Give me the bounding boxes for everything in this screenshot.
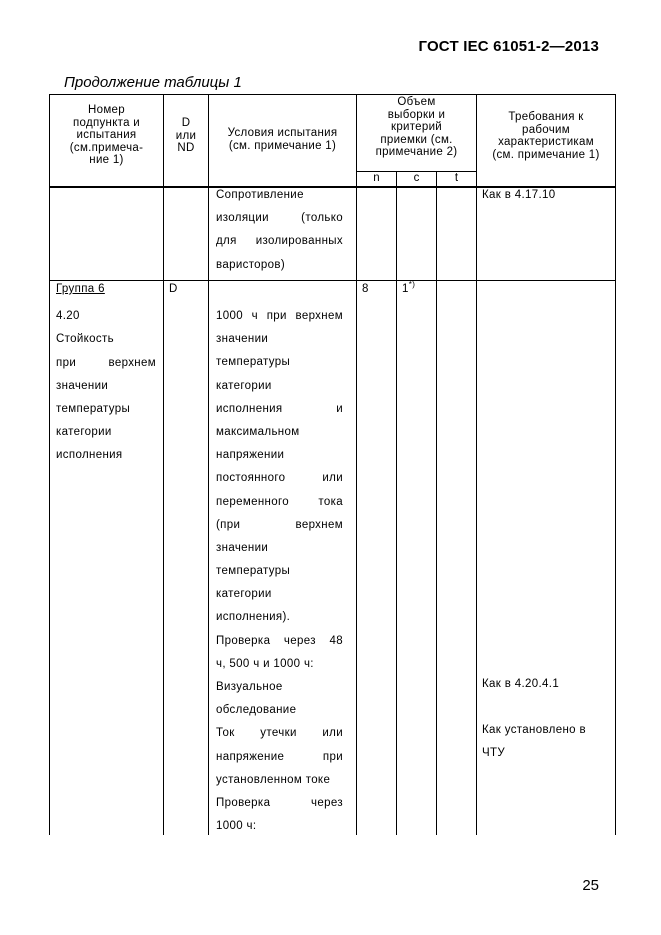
clause-number: 4.20 xyxy=(56,310,80,323)
row2-requirement-visual xyxy=(482,673,610,696)
header-sub-n: n xyxy=(373,172,380,184)
header-test-conditions xyxy=(209,127,356,152)
row2-requirement-leak xyxy=(482,719,610,765)
text-line: исполнения xyxy=(56,449,123,462)
row1-conditions xyxy=(216,184,343,277)
header-line: рабочим xyxy=(522,123,570,136)
text-line: максимальном xyxy=(216,425,300,438)
sample-size-value: 8 xyxy=(362,283,369,295)
text-line: 1000 ч: xyxy=(216,820,257,833)
header-clause-number xyxy=(50,104,163,167)
header-line: Объем xyxy=(397,96,436,108)
text-line: температуры xyxy=(216,565,291,578)
header-d-nd xyxy=(164,117,208,155)
header-line: или xyxy=(175,129,197,142)
header-line: приемки (см. xyxy=(380,133,453,146)
text-line: исполнения). xyxy=(216,611,291,624)
header-line: характеристикам xyxy=(498,136,594,148)
row2-d-nd xyxy=(169,278,199,301)
text-line: ч, 500 ч и 1000 ч: xyxy=(216,657,314,670)
text-line: Ток утечки или xyxy=(216,727,343,740)
text-line: значении xyxy=(56,379,109,392)
header-line: Требования к xyxy=(508,111,584,123)
text-line: для изолированных xyxy=(216,235,343,248)
text-line: исполнения и xyxy=(216,402,343,415)
text-line: Проверка через 48 xyxy=(216,634,343,647)
header-line: критерий xyxy=(390,121,443,133)
header-line: испытания xyxy=(76,129,137,141)
header-line: Номер xyxy=(88,104,125,116)
header-line: подпункта и xyxy=(72,116,141,129)
header-line: (см.примеча- xyxy=(69,141,144,154)
header-sample-size xyxy=(357,96,476,159)
header-line: примечание 2) xyxy=(375,146,458,158)
footnote-mark: *) xyxy=(408,280,416,290)
text-line: изоляции (только xyxy=(216,212,343,225)
text-line: напряжение при xyxy=(216,750,343,763)
row1-requirements xyxy=(482,184,610,207)
text-line: 1000 ч при верхнем xyxy=(216,310,343,322)
text-line: переменного тока xyxy=(216,495,343,508)
header-line: (см. примечание 1) xyxy=(492,148,600,161)
text-line: при верхнем xyxy=(56,356,156,369)
text-line: Как установлено в xyxy=(482,724,586,736)
page-number: 25 xyxy=(582,877,599,894)
text-line: категории xyxy=(216,588,272,601)
header-sub-c: c xyxy=(413,172,420,184)
header-line: ND xyxy=(177,142,195,154)
text-line: (при верхнем xyxy=(216,518,343,531)
table-caption: Продолжение таблицы 1 xyxy=(64,74,242,91)
text-line: постоянного или xyxy=(216,472,343,485)
acceptance-number: 1 xyxy=(402,283,409,295)
text-line: Сопротивление xyxy=(216,189,304,201)
header-line: Условия испытания xyxy=(227,127,338,139)
text-line: Проверка через xyxy=(216,796,343,809)
row2-n xyxy=(362,278,392,301)
text-line: температуры xyxy=(56,402,131,415)
text-line: категории xyxy=(56,426,112,439)
text-line: температуры xyxy=(216,356,291,369)
header-line: выборки и xyxy=(387,108,446,121)
text-line: Стойкость xyxy=(56,333,114,346)
header-line: ние 1) xyxy=(89,154,124,166)
row2-c xyxy=(402,278,434,301)
text-line: значении xyxy=(216,541,269,554)
text-line: Визуальное xyxy=(216,681,283,693)
text-line: установленном токе xyxy=(216,773,331,786)
text-line: Как в 4.17.10 xyxy=(482,189,556,201)
text-line: напряжении xyxy=(216,449,285,462)
row2-conditions xyxy=(216,305,343,838)
document-standard-number: ГОСТ IEC 61051-2—2013 xyxy=(418,38,599,55)
text-line: категории xyxy=(216,379,272,392)
group-label: Группа 6 xyxy=(56,283,105,295)
row2-clause xyxy=(56,278,156,468)
text-line: Как в 4.20.4.1 xyxy=(482,678,560,690)
header-requirements xyxy=(477,111,615,161)
text-line: варисторов) xyxy=(216,258,286,271)
text-line: значении xyxy=(216,333,269,346)
header-sub-t: t xyxy=(454,172,459,184)
d-nd-value: D xyxy=(169,283,178,295)
text-line: обследование xyxy=(216,704,297,717)
header-line: D xyxy=(181,117,191,129)
text-line: ЧТУ xyxy=(482,747,506,760)
acceptance-value xyxy=(402,278,434,301)
header-line: (см. примечание 1) xyxy=(228,139,337,152)
